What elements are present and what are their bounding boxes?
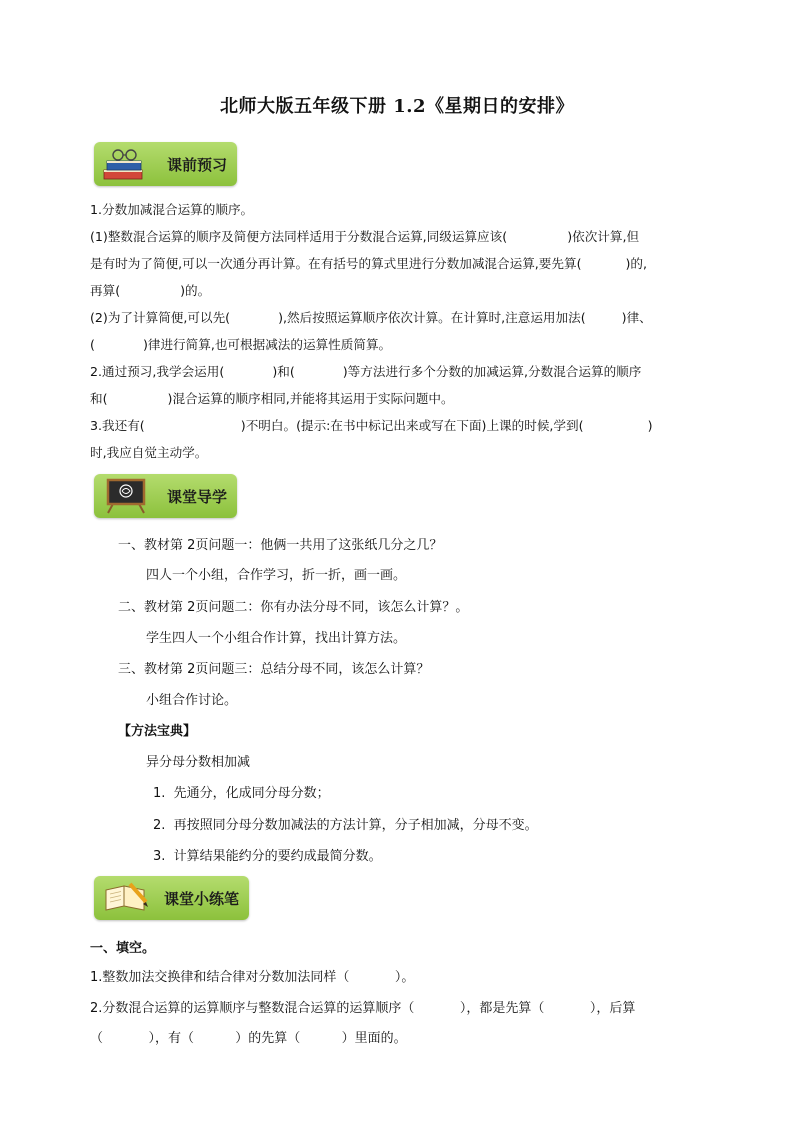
preview-line: 1.分数加减混合运算的顺序。 [90,202,254,217]
preview-line: 3.我还有( )不明白。(提示:在书中标记出来或写在下面)上课的时候,学到( ) [90,418,653,433]
section-label-practice: 课堂小练笔 [163,890,239,908]
guide-line: 二、教材第 2页问题二：你有办法分母不同，该怎么计算？。 [118,600,469,615]
section-banner-guide [94,474,237,518]
guide-line: 四人一个小组，合作学习，折一折，画一画。 [146,568,407,583]
guide-line: 异分母分数相加减 [146,755,251,770]
section-label-preview: 课前预习 [166,156,227,174]
section-banner-preview [94,142,237,186]
preview-line: 和( )混合运算的顺序相同,并能将其运用于实际问题中。 [90,391,454,406]
guide-line: 一、教材第 2页问题一：他俩一共用了这张纸几分之几？ [118,538,443,553]
section-label-guide: 课堂导学 [166,488,227,506]
books-icon [100,146,152,182]
exercise-line: （ ），有（ ）的先算（ ）里面的。 [90,1031,407,1046]
preview-line: (2)为了计算简便,可以先( ),然后按照运算顺序依次计算。在计算时,注意运用加法( )律、 [90,310,652,325]
blackboard-icon [100,478,152,514]
method-step: 3. 计算结果能约分的要约成最简分数。 [153,849,382,864]
guide-line: 三、教材第 2页问题三：总结分母不同，该怎么计算？ [118,662,430,677]
preview-line: 再算( )的。 [90,283,211,298]
preview-line: 2.通过预习,我学会运用( )和( )等方法进行多个分数的加减运算,分数混合运算的顺序 [90,364,642,379]
preview-line: 是有时为了简便,可以一次通分再计算。在有括号的算式里进行分数加减混合运算,要先算( )的, [90,256,648,271]
method-step: 1. 先通分，化成同分母分数； [153,786,330,801]
guide-line: 学生四人一个小组合作计算，找出计算方法。 [146,631,407,646]
guide-line: 小组合作讨论。 [146,693,238,708]
section-banner-practice [94,876,249,920]
exercise-line: 1.整数加法交换律和结合律对分数加法同样（ ）。 [90,970,415,985]
preview-line: ( )律进行简算,也可根据减法的运算性质简算。 [90,337,392,352]
page-title: 北师大版五年级下册 1.2《星期日的安排》 [219,96,575,117]
exercise-line: 2.分数混合运算的运算顺序与整数混合运算的运算顺序（ ），都是先算（ ），后算 [90,1001,636,1016]
preview-line: (1)整数混合运算的顺序及简便方法同样适用于分数混合运算,同级运算应该( )依次计算,但 [90,229,640,244]
method-step: 2. 再按照同分母分数加减法的方法计算，分子相加减，分母不变。 [153,818,538,833]
preview-line: 时,我应自觉主动学。 [90,445,208,460]
exercise-heading: 一、填空。 [90,941,156,956]
notebook-pencil-icon [100,880,152,916]
method-heading: 【方法宝典】 [118,724,197,739]
